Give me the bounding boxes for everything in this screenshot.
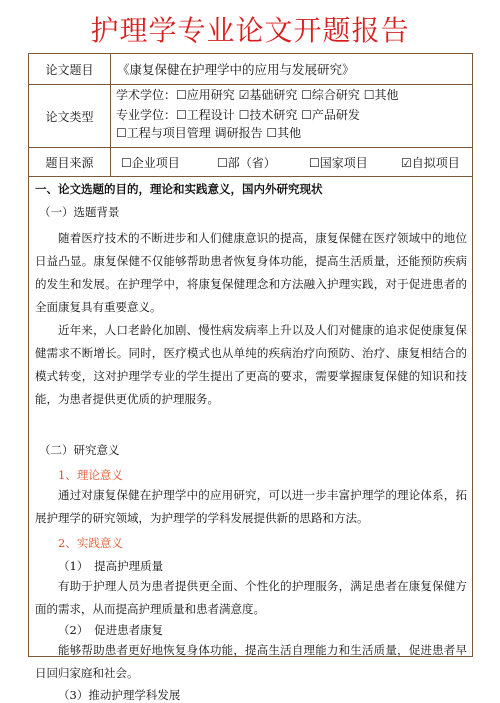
paragraph-background-1: 随着医疗技术的不断进步和人们健康意识的提高，康复保健在医疗领域中的地位日益凸显。康复保健不仅能够帮助患者恢复身体功能，提高生活质量，还能预防疾病的发生和发展。在护理学中，将康复保健理念和方法融入护理实践，对于促进患者的全面康复具有重要意义。 [35,231,467,314]
source-options [111,148,472,176]
item-recovery-heading: （2） 促进患者康复 [58,623,164,637]
topic-row [29,54,472,85]
item-quality-heading: （1） 提高护理质量 [58,559,164,573]
topic-label: 论文题目 [29,54,111,84]
type-row [29,85,472,148]
subheading-significance: （二）研究意义 [39,443,120,457]
paragraph-background-2: 近年来，人口老龄化加剧、慢性病发病率上升以及人们对健康的追求促使康复保健需求不断增长。同时，医疗模式也从单纯的疾病治疗向预防、治疗、康复相结合的模式转变，这对护理学专业的学生提出了更高的要求，需要掌握康复保健的知识和技能，为患者提供更优质的护理服务。 [35,323,467,406]
paragraph-recovery: 能够帮助患者更好地恢复身体功能，提高生活自理能力和生活质量，促进患者早日回归家庭和社会。 [35,643,467,680]
type-line-professional-more: ☐工程与项目管理 调研报告 ☐其他 [116,126,302,140]
type-options [111,85,472,147]
subheading-background: （一）选题背景 [39,205,120,219]
theory-heading: 1、理论意义 [58,468,123,482]
paragraph-quality: 有助于护理人员为患者提供更全面、个性化的护理服务，满足患者在康复保健方面的需求，从而提高护理质量和患者满意度。 [35,579,467,616]
report-table [28,53,473,702]
page-title: 护理学专业论文开题报告 [90,14,410,47]
type-label: 论文类型 [29,85,111,147]
source-label: 题目来源 [29,148,111,176]
type-line-academic: 学术学位：☐应用研究 ☑基础研究 ☐综合研究 ☐其他 [116,88,399,102]
item-discipline-heading: （3）推动护理学科发展 [58,688,181,702]
source-row [29,148,472,177]
source-national: ☐国家项目 [309,155,368,170]
paragraph-theory: 通过对康复保健在护理学中的应用研究，可以进一步丰富护理学的理论体系，拓展护理学的研究领域，为护理学的学科发展提供新的思路和方法。 [35,488,467,525]
source-enterprise: ☐企业项目 [121,155,180,170]
type-line-professional: 专业学位：☐工程设计 ☐技术研究 ☐产品研发 [116,108,360,122]
source-province: ☐部（省） [217,155,276,170]
topic-value: 《康复保健在护理学中的应用与发展研究》 [117,62,355,77]
practice-heading: 2、实践意义 [58,536,123,550]
source-self: ☑自拟项目 [401,155,460,170]
section-heading: 一、论文选题的目的，理论和实践意义，国内外研究现状 [35,182,323,196]
